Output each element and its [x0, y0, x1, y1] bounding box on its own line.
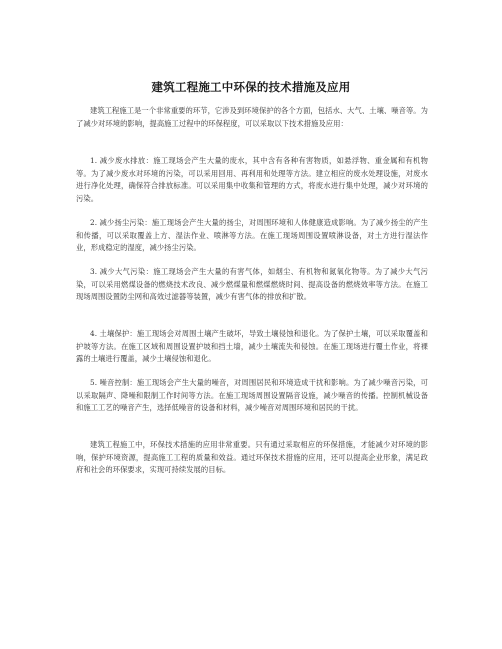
- document-title: 建筑工程施工中环保的技术措施及应用: [151, 80, 351, 94]
- paragraph-soil: 4. 土壤保护：施工现场会对周围土壤产生破坏，导致土壤侵蚀和退化。为了保护土壤，可以采取覆盖和护坡等方法。在施工区域和周围设置护坡和挡土墙，减少土壤流失和侵蚀。在施工现场进行覆土作业，将裸露的土壤进行覆盖，减少土壤侵蚀和退化。: [76, 329, 428, 363]
- paragraph-dust: 2. 减少扬尘污染：施工现场会产生大量的扬尘，对周围环境和人体健康造成影响。为了减少扬尘的产生和传播，可以采取覆盖上方、湿法作业、喷淋等方法。在施工现场周围设置喷淋设备，对土方进行湿法作业，形成稳定的湿度，减少扬尘污染。: [76, 218, 428, 252]
- paragraph-noise: 5. 噪音控制：施工现场会产生大量的噪音，对周围居民和环境造成干扰和影响。为了减少噪音污染，可以采取隔声、降噪和限制工作时间等方法。在施工现场周围设置隔音设施，减少噪音的传播。控制机械设备和施工工艺的噪音产生，选择低噪音的设备和材料，减少噪音对周围环境和居民的干扰。: [76, 378, 428, 412]
- paragraph-wastewater: 1. 减少废水排放：施工现场会产生大量的废水，其中含有各种有害物质，如悬浮物、重金属和有机物等。为了减少废水对环境的污染，可以采用回用、再利用和处理等方法。建立相应的废水处理设施，对废水进行净化处理，确保符合排放标准。可以采用集中收集和管理的方式，将废水进行集中处理，减少对环境的污染。: [76, 156, 428, 203]
- paragraph-air-pollution: 3. 减少大气污染：施工现场会产生大量的有害气体，如烟尘、有机物和氮氧化物等。为了减少大气污染，可以采用燃煤设备的燃烧技术改良、减少燃煤量和燃煤燃烧时间、提高设备的燃烧效率等方法。在施工现场周围设置防尘网和高效过滤器等装置，减少有害气体的排放和扩散。: [76, 267, 428, 301]
- intro-paragraph: 建筑工程施工是一个非常重要的环节，它涉及到环境保护的各个方面，包括水、大气、土壤、噪音等。为了减少对环境的影响，提高施工过程中的环保程度，可以采取以下技术措施及应用：: [76, 106, 428, 128]
- conclusion-paragraph: 建筑工程施工中，环保技术措施的应用非常重要。只有通过采取相应的环保措施，才能减少对环境的影响，保护环境资源，提高施工工程的质量和效益。通过环保技术措施的应用，还可以提高企业形象，满足政府和社会的环保要求，实现可持续发展的目标。: [76, 440, 428, 474]
